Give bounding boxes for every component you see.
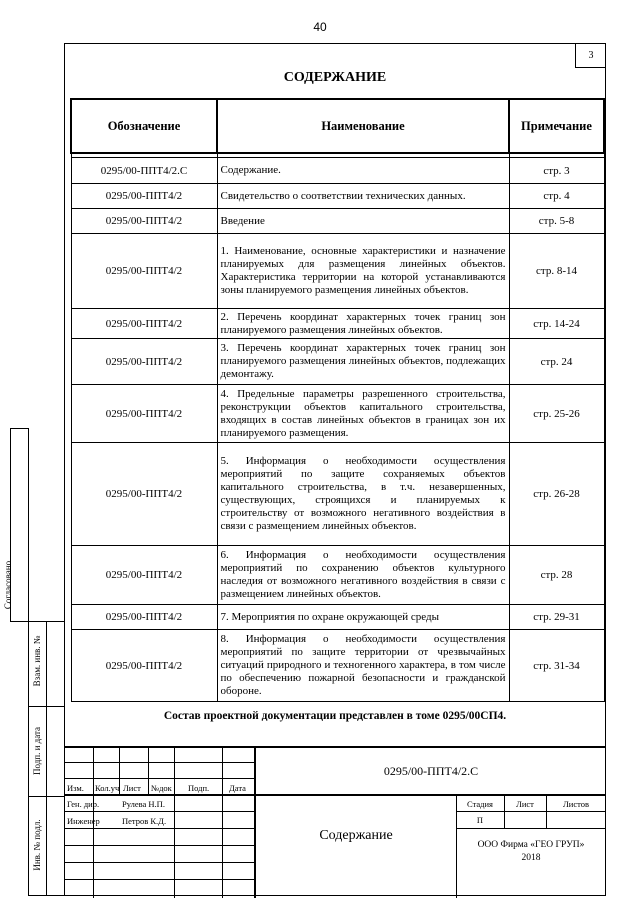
stamp-person: Петров К.Д. xyxy=(122,816,167,826)
row-designation: 0295/00-ППТ4/2 xyxy=(71,309,217,339)
row-designation: 0295/00-ППТ4/2 xyxy=(71,443,217,546)
page-number: 40 xyxy=(313,20,327,34)
header-note: Примечание xyxy=(509,99,604,153)
row-designation: 0295/00-ППТ4/2 xyxy=(71,209,217,234)
stamp-col-sign: Подп. xyxy=(188,783,210,793)
row-designation: 0295/00-ППТ4/2 xyxy=(71,234,217,309)
table-row xyxy=(71,630,604,702)
table-row xyxy=(71,443,604,546)
stamp-organization: ООО Фирма «ГЕО ГРУП» xyxy=(477,840,585,850)
row-name: Введение xyxy=(217,209,509,234)
row-designation: 0295/00-ППТ4/2.С xyxy=(71,158,217,184)
table-row xyxy=(71,209,604,234)
header-designation: Обозначение xyxy=(71,99,217,153)
table-row xyxy=(71,184,604,209)
stamp-year: 2018 xyxy=(521,853,541,863)
table-row xyxy=(71,605,604,630)
stamp-col-date: Дата xyxy=(229,783,246,793)
row-note: стр. 31-34 xyxy=(509,630,604,702)
row-designation: 0295/00-ППТ4/2 xyxy=(71,630,217,702)
row-designation: 0295/00-ППТ4/2 xyxy=(71,605,217,630)
side-label-inv-replace: Взам. инв. № xyxy=(32,635,42,687)
row-note: стр. 28 xyxy=(509,546,604,605)
table-row xyxy=(71,385,604,443)
stamp-stage-label: Стадия xyxy=(467,799,493,809)
row-name: Содержание. xyxy=(217,158,509,184)
stamp-stage-value: П xyxy=(476,815,484,825)
row-note: стр. 5-8 xyxy=(509,209,604,234)
table-row xyxy=(71,546,604,605)
row-note: стр. 14-24 xyxy=(509,309,604,339)
stamp-sheets-label: Листов xyxy=(563,799,589,809)
stamp-sheet-label: Лист xyxy=(516,799,534,809)
table-row xyxy=(71,309,604,339)
composition-note: Состав проектной документации представлен в томе 0295/00СП4. xyxy=(163,710,507,722)
stamp-col-list: Лист xyxy=(123,783,141,793)
row-note: стр. 24 xyxy=(509,339,604,385)
sheet-number: 3 xyxy=(575,43,606,68)
stamp-doc-title: Содержание xyxy=(319,828,393,843)
row-note: стр. 3 xyxy=(509,158,604,184)
row-name: 5. Информация о необходимости осуществления мероприятий по защите сохраняемых объектов капитального строительства, в т.ч. незавершенных, существующих, строящихся и планируемых к строительству от возможного негативного воздействия в связи с размещением линейных объектов. xyxy=(217,443,509,546)
row-name: Свидетельство о соответствии технических данных. xyxy=(217,184,509,209)
row-name: 8. Информация о необходимости осуществления мероприятий по защите территории от чрезвычайных ситуаций природного и техногенного характера, в том числе по обеспечению пожарной безопасности и гражданской обороне. xyxy=(217,630,509,702)
row-designation: 0295/00-ППТ4/2 xyxy=(71,339,217,385)
row-note: стр. 25-26 xyxy=(509,385,604,443)
page-title: СОДЕРЖАНИЕ xyxy=(283,70,387,85)
side-label-sign-date: Подп. и дата xyxy=(32,726,42,776)
row-name: 4. Предельные параметры разрешенного строительства, реконструкции объектов капитального строительства, входящих в состав линейных объектов в границах зон их планируемого размещения. xyxy=(217,385,509,443)
row-designation: 0295/00-ППТ4/2 xyxy=(71,184,217,209)
stamp-person: Рулева Н.П. xyxy=(122,799,165,809)
table-row xyxy=(71,339,604,385)
stamp-role: Ген. дир. xyxy=(67,799,100,809)
contents-table xyxy=(70,98,605,702)
table-row xyxy=(71,234,604,309)
stamp-col-kolu: Кол.уч xyxy=(95,783,120,793)
row-name: 3. Перечень координат характерных точек границ зон планируемого размещения линейных объектов, подлежащих демонтажу. xyxy=(217,339,509,385)
row-name: 6. Информация о необходимости осуществления мероприятий по сохранению объектов культурного наследия от возможного негативного воздействия в связи с размещением линейных объектов. xyxy=(217,546,509,605)
title-block xyxy=(64,746,606,896)
stamp-col-izm: Изм. xyxy=(67,783,84,793)
row-designation: 0295/00-ППТ4/2 xyxy=(71,546,217,605)
row-note: стр. 26-28 xyxy=(509,443,604,546)
stamp-role: Инженер xyxy=(67,816,100,826)
header-name: Наименование xyxy=(217,99,509,153)
stamp-col-doc: №док xyxy=(151,783,172,793)
side-label-agreed: Согласовано xyxy=(3,560,13,610)
stamp-code: 0295/00-ППТ4/2.С xyxy=(383,764,479,778)
row-note: стр. 8-14 xyxy=(509,234,604,309)
row-note: стр. 4 xyxy=(509,184,604,209)
side-label-inv-orig: Инв. № подл. xyxy=(32,819,42,871)
table-row xyxy=(71,158,604,184)
row-designation: 0295/00-ППТ4/2 xyxy=(71,385,217,443)
row-note: стр. 29-31 xyxy=(509,605,604,630)
row-name: 1. Наименование, основные характеристики и назначение планируемых для размещения линейных объектов. Характеристика территории на которой устанавливаются зоны планируемого размещения линейных объектов. xyxy=(217,234,509,309)
row-name: 2. Перечень координат характерных точек границ зон планируемого размещения линейных объектов. xyxy=(217,309,509,339)
row-name: 7. Мероприятия по охране окружающей среды xyxy=(217,605,509,630)
